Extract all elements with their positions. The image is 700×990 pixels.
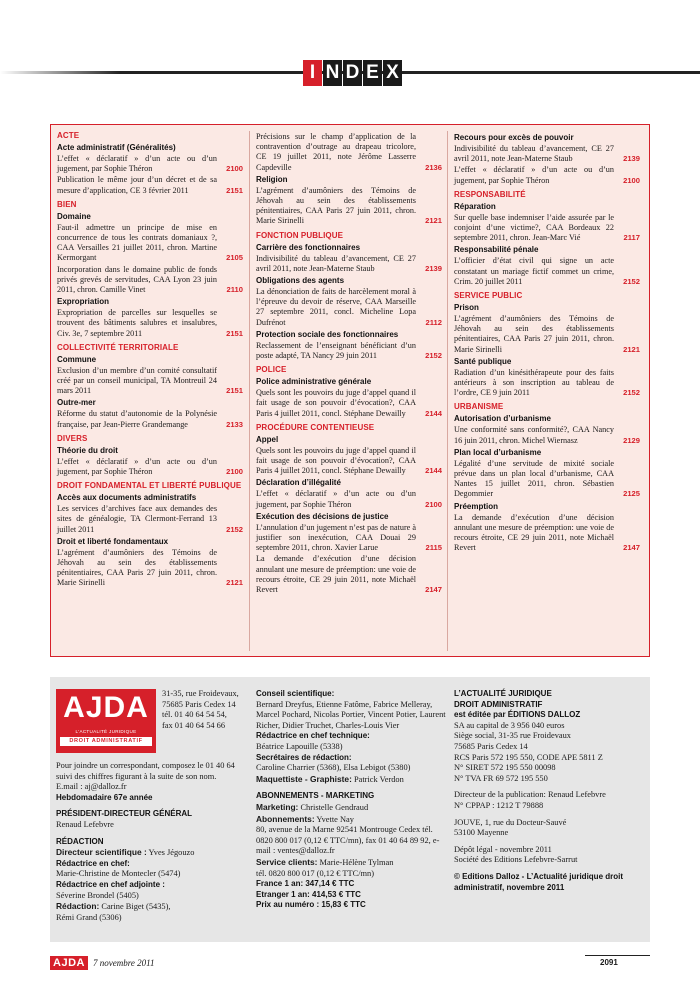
credits-label: Maquettiste - Graphiste:	[256, 773, 352, 784]
credits-heading: © Editions Dalloz - L’Actualité juridique droit administratif, novembre 2011	[454, 871, 624, 892]
index-subcategory: Acte administratif (Généralités)	[57, 143, 176, 152]
index-subcategory: Accès aux documents administratifs	[57, 493, 197, 503]
entry-text: La dénonciation de faits de harcèlement moral à l’épreuve du devoir de réserve, CAA Marseille 27 septembre 2011, concl. Micheline Lopa Dufrénot	[256, 287, 416, 327]
credits-value: Yves Jégouzo	[146, 848, 195, 858]
index-subcategory: Exécution des décisions de justice	[256, 511, 389, 521]
entry-text: L’annulation d’un jugement n’est pas de nature à justifier son inexécution, CAA Douai 29 septembre 2011, chron. Xavier Larue	[256, 522, 416, 553]
credits-box	[50, 677, 650, 942]
index-category: FONCTION PUBLIQUE	[256, 230, 344, 240]
index-column-1	[57, 131, 243, 589]
entry-text: Publication le même jour d’un décret et de sa mesure d’application, CE 3 février 2011	[57, 175, 217, 195]
credits-text: 53100 Mayenne	[454, 828, 509, 838]
credits-value: Carine Biget (5435),	[99, 902, 171, 912]
logo-band: DROIT ADMINISTRATIF	[60, 737, 152, 746]
address-line: 75685 Paris Cedex 14	[162, 699, 236, 709]
credits-text: Béatrice Lapouille (5338)	[256, 741, 343, 751]
credits-heading: Etranger 1 an: 414,53 € TTC	[256, 889, 361, 899]
credits-line	[256, 857, 446, 869]
entry-page: 2152	[623, 388, 640, 398]
credits-value: Christelle Gendraud	[298, 802, 369, 812]
index-subcategory: Protection sociale des fonctionnaires	[256, 329, 399, 339]
index-category: DROIT FONDAMENTAL ET LIBERTÉ PUBLIQUE	[57, 481, 242, 491]
credits-line	[256, 802, 446, 814]
index-letter: I	[303, 60, 322, 86]
entry-page: 2144	[425, 466, 442, 476]
publisher-address	[162, 689, 254, 731]
credits-text: Société des Editions Lefebvre-Sarrut	[454, 855, 578, 865]
credits-text: N° TVA FR 69 572 195 550	[454, 773, 548, 783]
entry-text: Incorporation dans le domaine public de fonds privés grevés de servitudes, CAA Lyon 23 juin 2011, chron. Camille Vinet	[57, 264, 217, 295]
index-column-2	[256, 131, 442, 595]
address-line: tél. 01 40 64 54 54,	[162, 710, 227, 720]
index-entry	[454, 425, 640, 445]
entry-text: Expropriation de parcelles sur lesquelles se trouvent des bâtiments salubres et insalubres, Civ. 3e, 7 septembre 2011	[57, 308, 217, 338]
entry-text: Radiation d’un kinésithérapeute pour des faits antérieurs à son inscription au tableau de l’ordre, CE 9 juin 2011	[454, 367, 614, 398]
index-subcategory: Outre-mer	[57, 398, 96, 408]
index-subcategory: Commune	[57, 354, 97, 364]
credits-heading: est éditée par ÉDITIONS DALLOZ	[454, 710, 581, 720]
index-subcategory: Expropriation	[57, 297, 110, 307]
credits-heading: DROIT ADMINISTRATIF	[454, 699, 543, 709]
entry-text: Les services d’archives face aux demandes des sites de généalogie, TA Clermont-Ferrand 13 juillet 2011	[57, 504, 217, 534]
index-subcategory: Déclaration d’illégalité	[256, 478, 341, 488]
entry-page: 2144	[425, 408, 442, 418]
credits-label: Abonnements:	[256, 813, 315, 824]
entry-page: 2152	[425, 351, 442, 361]
index-entry	[57, 175, 243, 195]
index-subcategory: Préemption	[454, 501, 499, 511]
credits-text: Rémi Grand (5306)	[56, 912, 122, 922]
credits-value: Marie-Hélène Tylman	[317, 857, 394, 867]
credits-heading: Conseil scientifique:	[256, 689, 335, 698]
index-subcategory: Carrière des fonctionnaires	[256, 242, 361, 252]
index-entry	[57, 457, 243, 477]
entry-page: 2105	[226, 253, 243, 263]
credits-line	[56, 901, 252, 913]
credits-heading: Prix au numéro : 15,83 € TTC	[256, 900, 366, 910]
index-entry	[57, 409, 243, 429]
index-entry	[454, 144, 640, 164]
entry-text: Indivisibilité du tableau d’avancement, CE 27 avril 2011, note Jean-Materne Staub	[256, 253, 416, 273]
index-category: URBANISME	[454, 402, 504, 412]
entry-page: 2100	[623, 175, 640, 185]
index-subcategory: Santé publique	[454, 356, 512, 366]
credits-text: N° SIRET 572 195 550 00098	[454, 763, 556, 773]
entry-text: L’effet « déclaratif » d’un acte ou d’un jugement, par Sophie Théron	[57, 456, 217, 477]
entry-text: L’effet « déclaratif » d’un acte ou d’un jugement, par Sophie Théron	[256, 489, 416, 509]
credits-text: SA au capital de 3 956 040 euros	[454, 720, 565, 730]
entry-text: Reclassement de l’enseignant bénéficiant d’un poste adapté, TA Nancy 29 juin 2011	[256, 340, 416, 361]
entry-text: L’agrément d’aumôniers des Témoins de Jéhovah au sein des établissements pénitentiaires, CAA Paris 27 juin 2011, chron. Marie Sirinelli	[256, 185, 416, 226]
index-letter: X	[383, 60, 402, 86]
entry-page: 2121	[226, 578, 243, 588]
index-entry	[256, 254, 442, 274]
credits-text: E.mail : aj@dalloz.fr	[56, 782, 127, 792]
entry-text: Une conformité sans conformité?, CAA Nancy 16 juin 2011, chron. Michel Wiernasz	[454, 425, 614, 445]
entry-page: 2125	[623, 489, 640, 499]
credits-heading: ABONNEMENTS - MARKETING	[256, 791, 375, 801]
credits-line	[56, 847, 252, 859]
index-entry	[256, 388, 442, 419]
index-entry	[454, 513, 640, 554]
address-line: 31-35, rue Froidevaux,	[162, 689, 239, 698]
credits-text: N° CPPAP : 1212 T 79888	[454, 800, 544, 810]
entry-text: L’officier d’état civil qui signe un acte constatant un mariage fictif commet un crime, Crim. 20 juillet 2011	[454, 256, 614, 286]
index-subcategory: Prison	[454, 303, 479, 313]
entry-text: L’agrément d’aumôniers des Témoins de Jéhovah au sein des établissements pénitentiaires, CAA Paris 27 juin 2011, chron. Marie Sirinelli	[454, 314, 614, 354]
entry-page: 2151	[226, 328, 243, 338]
entry-page: 2129	[623, 435, 640, 445]
index-category: BIEN	[57, 199, 77, 209]
index-entry	[256, 489, 442, 509]
entry-text: Légalité d’une servitude de mixité sociale prévue dans un plan local d’urbanisme, CAA Nantes 15 juillet 2011, chron. Sébastien Degommier	[454, 458, 614, 499]
index-category: DIVERS	[57, 433, 88, 443]
entry-page: 2151	[226, 185, 243, 195]
entry-text: Réforme du statut d’autonomie de la Polynésie française, par Jean-Pierre Grandemange	[57, 409, 217, 429]
entry-page: 2121	[425, 216, 442, 226]
credits-heading: RÉDACTION	[56, 836, 104, 846]
entry-page: 2115	[425, 543, 442, 553]
credits-text: 80, avenue de la Marne 92541 Montrouge Cedex tél. 0820 800 017 (0,12 € TTC/mn), fax 01 40 64 89 92, e-mail : ventes@dalloz.fr	[256, 825, 440, 856]
credits-column-1	[56, 761, 252, 923]
index-subcategory: Appel	[256, 434, 279, 444]
credits-heading: Rédactrice en chef:	[56, 858, 130, 868]
footer-rule	[585, 955, 650, 956]
index-subcategory: Droit et liberté fondamentaux	[57, 536, 169, 546]
entry-page: 2139	[623, 154, 640, 164]
page-number: 2091	[600, 958, 618, 967]
entry-page: 2110	[226, 285, 243, 295]
index-subcategory: Responsabilité pénale	[454, 245, 539, 255]
credits-heading: Secrétaires de rédaction:	[256, 752, 352, 762]
credits-text: Caroline Charrier (5368), Elsa Lebigot (5380)	[256, 763, 411, 773]
entry-text: Précisions sur le champ d’application de la contravention d’outrage au drapeau tricolore, CE 19 juillet 2011, note Jérôme Lasserre Capdeville	[256, 132, 416, 172]
logo-text: AJDA	[63, 691, 149, 724]
credits-text: Siège social, 31-35 rue Froidevaux	[454, 731, 571, 741]
index-entry	[454, 368, 640, 399]
index-entry	[57, 154, 243, 174]
entry-page: 2117	[623, 233, 640, 243]
index-subcategory: Plan local d’urbanisme	[454, 447, 542, 457]
credits-heading: L’ACTUALITÉ JURIDIQUE	[454, 689, 552, 698]
index-letter: E	[363, 60, 382, 86]
index-entry	[57, 265, 243, 296]
logo-subtitle: L’ACTUALITÉ JURIDIQUE	[75, 729, 137, 734]
index-letter: N	[323, 60, 342, 86]
footer-logo: AJDA	[50, 956, 88, 970]
credits-text: tél. 0820 800 017 (0,12 € TTC/mn)	[256, 868, 375, 878]
index-entry	[256, 554, 442, 595]
index-entry	[454, 459, 640, 500]
index-entry	[454, 314, 640, 355]
entry-text: Quels sont les pouvoirs du juge d’appel quand il fait usage de son pouvoir d’évocation?, CAA Paris 4 juillet 2011, concl. Stéphane Dewailly	[256, 388, 416, 418]
index-entry	[256, 523, 442, 554]
index-category: SERVICE PUBLIC	[454, 291, 523, 301]
index-entry	[256, 287, 442, 328]
credits-column-2	[256, 689, 446, 911]
credits-line	[256, 814, 446, 826]
index-subcategory: Religion	[256, 174, 288, 184]
credits-text: JOUVE, 1, rue du Docteur-Sauvé	[454, 817, 567, 827]
index-subcategory: Autorisation d’urbanisme	[454, 414, 551, 424]
index-entry	[454, 165, 640, 185]
ajda-logo	[56, 689, 156, 753]
entry-text: Indivisibilité du tableau d’avancement, CE 27 avril 2011, note Jean-Materne Staub	[454, 144, 614, 164]
entry-text: Exclusion d’un membre d’un comité consultatif créé par un conseil municipal, TA Montreuil 24 mars 2011	[57, 365, 217, 396]
index-subcategory: Obligations des agents	[256, 276, 345, 286]
index-category: RESPONSABILITÉ	[454, 189, 526, 199]
entry-text: L’agrément d’aumôniers des Témoins de Jéhovah au sein des établissements pénitentiaires, CAA Paris 27 juin 2011, chron. Marie Sirinelli	[57, 547, 217, 588]
index-subcategory: Domaine	[57, 211, 91, 221]
entry-page: 2133	[226, 419, 243, 429]
credits-value: Patrick Verdon	[351, 774, 404, 784]
index-entry	[454, 256, 640, 287]
credits-heading: Rédactrice en chef adjointe :	[56, 879, 165, 889]
entry-page: 2100	[226, 467, 243, 477]
index-entry	[57, 223, 243, 264]
entry-page: 2121	[623, 344, 640, 354]
index-category: POLICE	[256, 365, 287, 375]
entry-text: L’effet « déclaratif » d’un acte ou d’un jugement, par Sophie Théron	[454, 165, 614, 185]
credits-label: Rédaction:	[56, 901, 100, 912]
credits-text: Dépôt légal - novembre 2011	[454, 844, 552, 854]
index-subcategory: Théorie du droit	[57, 445, 118, 455]
credits-heading: Rédactrice en chef technique:	[256, 731, 370, 741]
credits-text: Séverine Brondel (5405)	[56, 890, 139, 900]
entry-page: 2152	[623, 276, 640, 286]
index-subcategory: Police administrative générale	[256, 377, 372, 387]
index-entry	[57, 366, 243, 397]
credits-text: Marie-Christine de Montecler (5474)	[56, 869, 181, 879]
column-divider	[249, 131, 250, 651]
credits-text: Renaud Lefebvre	[56, 819, 114, 829]
credits-text: 75685 Paris Cedex 14	[454, 741, 528, 751]
entry-text: Faut-il admettre un principe de mise en concurrence de tous les contrats domaniaux ?, CAA Versailles 21 juillet 2011, chron. Martine Kermorgant	[57, 222, 217, 263]
credits-text: Bernard Dreyfus, Etienne Fatôme, Fabrice Melleray, Marcel Pochard, Nicolas Portier, Vincent Potier, Laurent Richer, Didier Truchet, Charles-Louis Vier	[256, 699, 446, 730]
address-line: fax 01 40 64 54 66	[162, 720, 226, 730]
index-entry	[57, 504, 243, 535]
index-box	[50, 124, 650, 657]
entry-text: L’effet « déclaratif » d’un acte ou d’un jugement, par Sophie Théron	[57, 154, 217, 174]
credits-heading: Hebdomadaire 67e année	[56, 792, 153, 802]
entry-page: 2147	[623, 543, 640, 553]
index-entry	[256, 132, 442, 173]
entry-page: 2100	[226, 164, 243, 174]
credits-column-3	[454, 689, 644, 893]
credits-heading: PRÉSIDENT-DIRECTEUR GÉNÉRAL	[56, 809, 193, 819]
credits-label: Service clients:	[256, 856, 318, 867]
credits-line	[256, 774, 446, 786]
entry-page: 2151	[226, 386, 243, 396]
index-entry	[256, 446, 442, 477]
entry-text: Quels sont les pouvoirs du juge d’appel quand il fait usage de son pouvoir d’évocation?, CAA Paris 4 juillet 2011, concl. Stéphane Dewailly	[256, 445, 416, 476]
index-category: COLLECTIVITÉ TERRITORIALE	[57, 342, 179, 352]
index-title	[303, 60, 403, 86]
credits-label: Directeur scientifique :	[56, 847, 147, 858]
index-category: PROCÉDURE CONTENTIEUSE	[256, 422, 375, 432]
credits-heading: France 1 an: 347,14 € TTC	[256, 879, 355, 889]
entry-page: 2152	[226, 524, 243, 534]
index-letter: D	[343, 60, 362, 86]
index-entry	[57, 548, 243, 589]
index-entry	[57, 308, 243, 339]
entry-page: 2136	[425, 162, 442, 172]
credits-label: Marketing:	[256, 801, 299, 812]
credits-text: RCS Paris 572 195 550, CODE APE 5811 Z	[454, 752, 603, 762]
credits-text: Directeur de la publication: Renaud Lefebvre	[454, 790, 606, 800]
footer-date: 7 novembre 2011	[93, 958, 155, 968]
entry-page: 2147	[425, 585, 442, 595]
index-entry	[256, 186, 442, 227]
column-divider	[447, 131, 448, 651]
credits-text: Pour joindre un correspondant, composez le 01 40 64 suivi des chiffres figurant à la suite de son nom.	[56, 761, 235, 781]
credits-value: Yvette Nay	[314, 814, 354, 824]
entry-page: 2112	[425, 317, 442, 327]
index-column-3	[454, 131, 640, 553]
entry-text: Sur quelle base indemniser l’aide assurée par le conjoint d’une victime?, CAA Bordeaux 22 septembre 2011, chron. Jean-Marc Vié	[454, 212, 614, 243]
entry-text: La demande d’exécution d’une décision annulant une mesure de préemption: une voie de recours étroite, CE 29 juin 2011, note Michaël Revert	[256, 554, 416, 595]
index-category: ACTE	[57, 131, 80, 140]
entry-text: La demande d’exécution d’une décision annulant une mesure de préemption: une voie de recours étroite, CE 29 juin 2011, note Michaël Revert	[454, 512, 614, 553]
index-entry	[256, 341, 442, 361]
index-subcategory: Réparation	[454, 201, 496, 211]
index-entry	[454, 213, 640, 244]
index-subcategory: Recours pour excès de pouvoir	[454, 133, 574, 142]
entry-page: 2100	[425, 499, 442, 509]
entry-page: 2139	[425, 263, 442, 273]
